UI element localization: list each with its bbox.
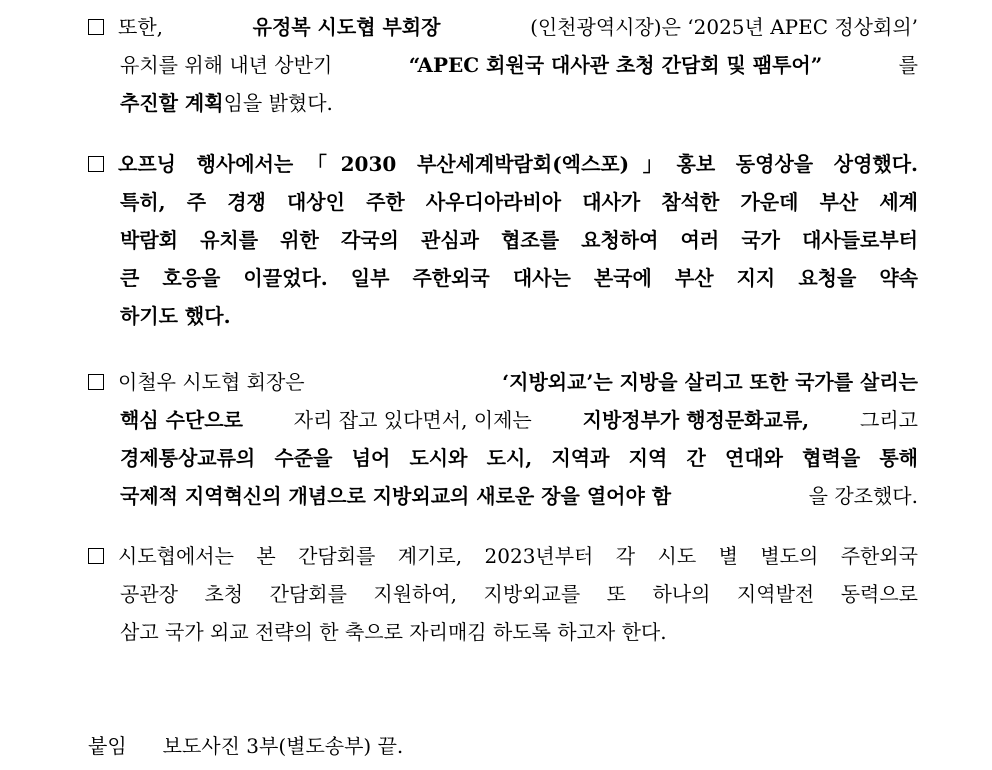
- text-segment: “APEC 회원국 대사관 초청 간담회 및 팸투어”: [408, 53, 823, 77]
- text-segment: 임을 밝혔다.: [223, 91, 333, 115]
- text-segment: 추진할 계획: [120, 91, 224, 115]
- text-segment: 자리 잡고 있다면서, 이제는: [293, 408, 532, 432]
- paragraph-line: [88, 537, 918, 575]
- paragraph-line: [120, 613, 918, 651]
- attachment-text: 보도사진 3부(별도송부) 끝.: [162, 734, 404, 758]
- text-segment: 를: [898, 53, 918, 77]
- text-segment: 큰 호응을 이끌었다. 일부 주한외국 대사는 본국에 부산 지지 요청을 약속: [120, 266, 918, 290]
- text-segment: 오프닝 행사에서는「2030 부산세계박람회(엑스포)」홍보 동영상을 상영했다.: [118, 152, 918, 176]
- paragraph-line: [120, 46, 918, 84]
- paragraph-line: [120, 183, 918, 221]
- checkbox-bullet-icon: [88, 156, 104, 172]
- text-segment: 지방정부가 행정문화교류,: [582, 408, 810, 432]
- text-segment: 유정복 시도협 부회장: [252, 15, 441, 39]
- text-segment: 을 강조했다.: [808, 484, 918, 508]
- text-segment: 유치를 위해 내년 상반기: [120, 53, 333, 77]
- checkbox-bullet-icon: [88, 374, 104, 390]
- paragraph-line: [120, 84, 918, 122]
- text-segment: 핵심 수단으로: [120, 408, 243, 432]
- paragraph-2: [88, 145, 918, 335]
- paragraph-line: [120, 575, 918, 613]
- text-segment: 경제통상교류의 수준을 넘어 도시와 도시, 지역과 지역 간 연대와 협력을 통해: [120, 446, 918, 470]
- text-segment: 공관장 초청 간담회를 지원하여, 지방외교를 또 하나의 지역발전 동력으로: [120, 582, 918, 606]
- text-segment: 그리고: [860, 408, 918, 432]
- paragraph-line: [120, 401, 918, 439]
- paragraph-4: [88, 537, 918, 651]
- text-segment: ‘지방외교’는 지방을 살리고 또한 국가를 살리는: [502, 370, 918, 394]
- paragraph-line: [120, 221, 918, 259]
- text-segment: 국제적 지역혁신의 개념으로 지방외교의 새로운 장을 열어야 함: [120, 484, 672, 508]
- paragraph-line: [88, 8, 918, 46]
- paragraph-line: [120, 477, 918, 515]
- text-segment: 특히, 주 경쟁 대상인 주한 사우디아라비아 대사가 참석한 가운데 부산 세계: [120, 190, 918, 214]
- text-segment: 또한,: [118, 15, 163, 39]
- attachment-note: [88, 727, 403, 765]
- checkbox-bullet-icon: [88, 548, 104, 564]
- checkbox-bullet-icon: [88, 19, 104, 35]
- paragraph-3: [88, 363, 918, 515]
- text-segment: 박람회 유치를 위한 각국의 관심과 협조를 요청하여 여러 국가 대사들로부터: [120, 228, 918, 252]
- text-segment: 이철우 시도협 회장은: [118, 370, 305, 394]
- paragraph-line: [88, 363, 918, 401]
- paragraph-1: [88, 8, 918, 122]
- paragraph-line: [120, 439, 918, 477]
- paragraph-line: [88, 145, 918, 183]
- attachment-label: 붙임: [88, 734, 127, 758]
- paragraph-line: [120, 259, 918, 297]
- text-segment: 시도협에서는 본 간담회를 계기로, 2023년부터 각 시도 별 별도의 주한외국: [118, 544, 918, 568]
- text-segment: (인천광역시장)은 ‘2025년 APEC 정상회의’: [530, 15, 918, 39]
- text-segment: 삼고 국가 외교 전략의 한 축으로 자리매김 하도록 하고자 한다.: [120, 620, 667, 644]
- paragraph-line: [120, 297, 918, 335]
- text-segment: 하기도 했다.: [120, 304, 231, 328]
